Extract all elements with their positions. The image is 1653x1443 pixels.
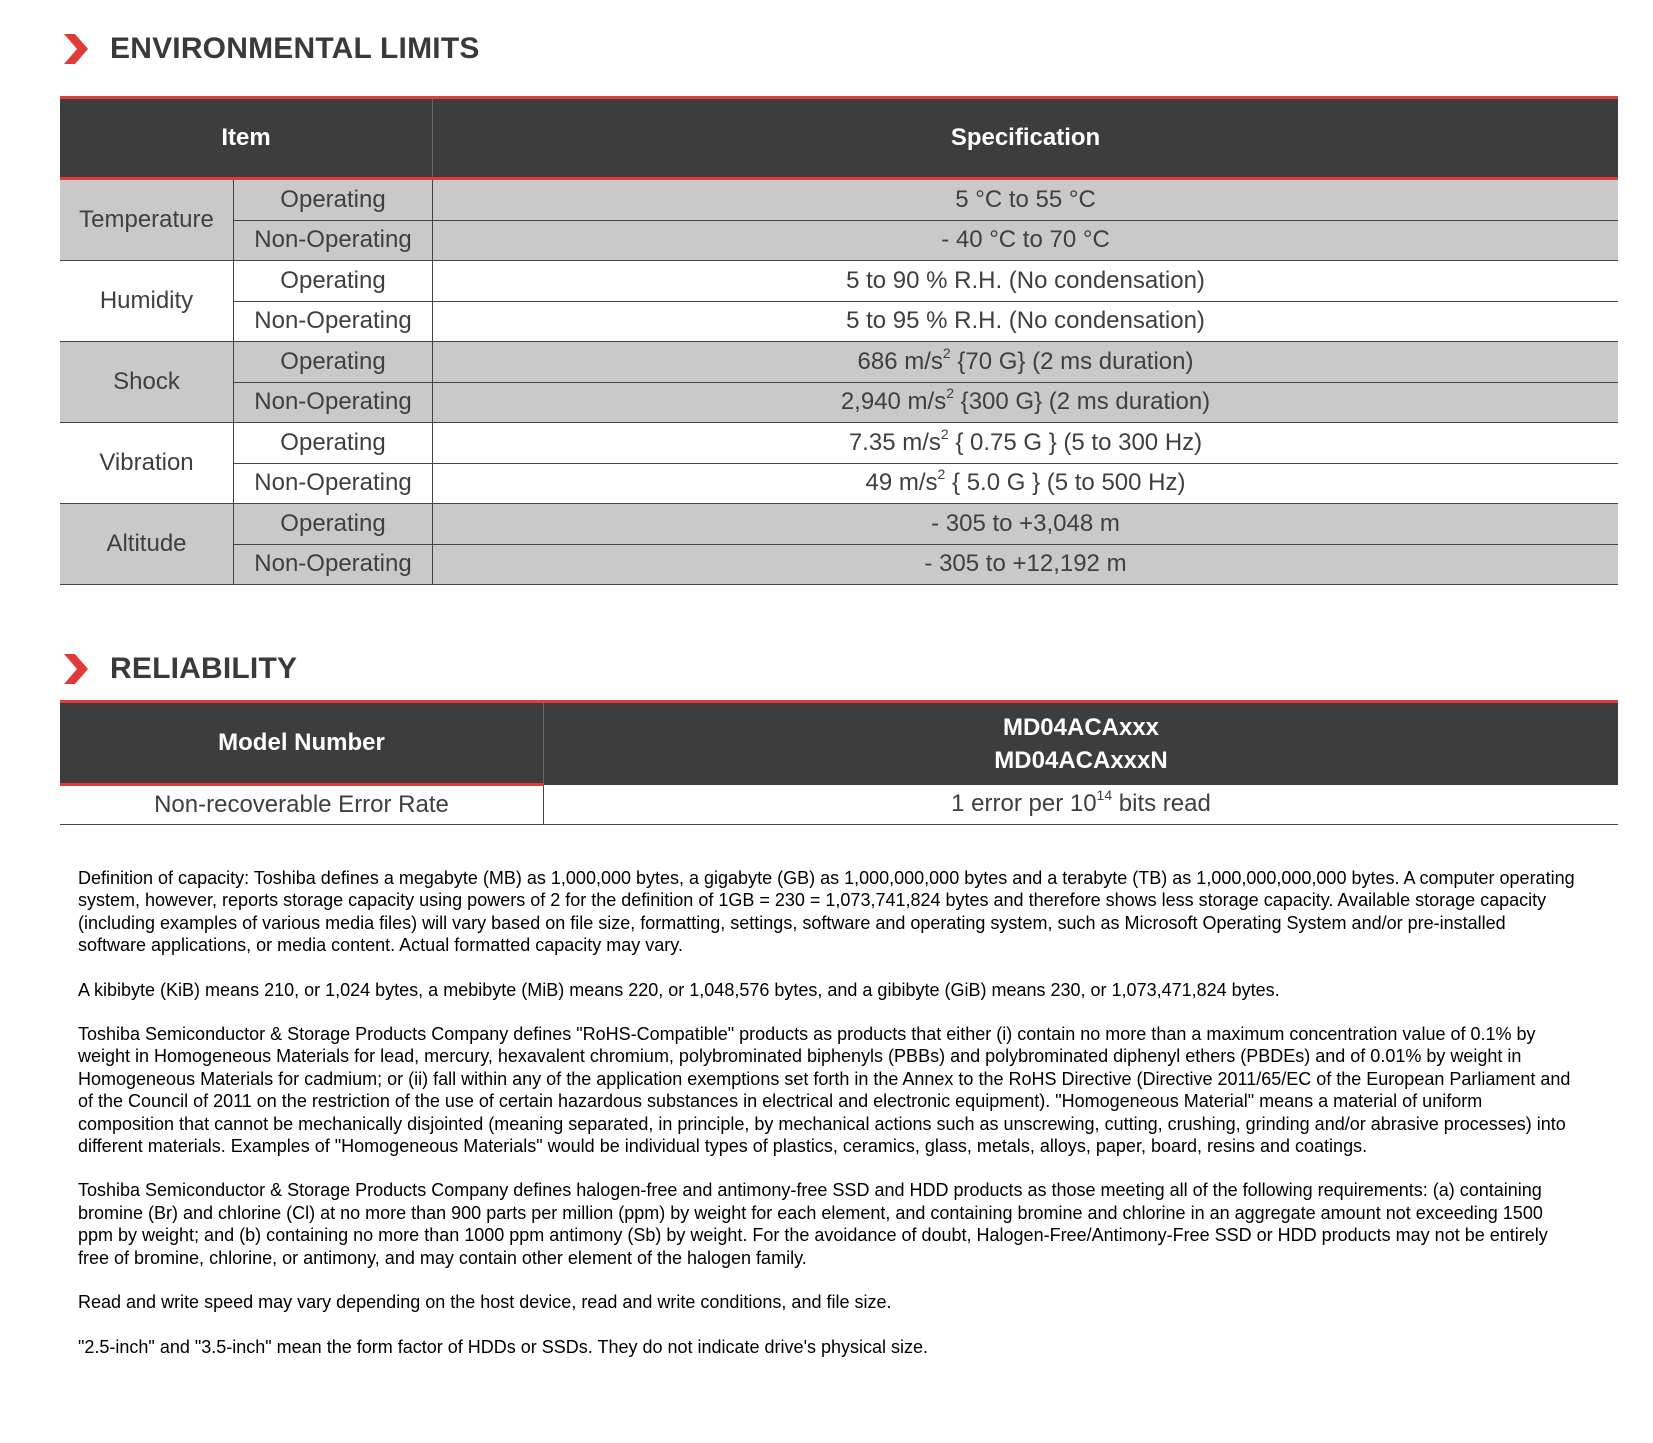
footnote-paragraph: Toshiba Semiconductor & Storage Products Company defines halogen-free and antimony-free SSD and HDD products as those meeting all of the following requirements: (a) containing bromine (Br) and chlorine (Cl) at no more than 900 parts per million (ppm) by weight for each element, and containing bromine and chlorine in an aggregate amount not exceeding 1500 ppm by weight; and (b) containing no more than 1000 ppm antimony (Sb) by weight. For the avoidance of doubt, Halogen-Free/Antimony-Free SSD or HDD products may not be entirely free of bromine, chlorine, or antimony, and may contain other element of the halogen family.	[78, 1180, 1548, 1268]
table-row	[60, 463, 1618, 504]
item-cell: Altitude	[60, 504, 234, 585]
table-row	[60, 301, 1618, 342]
item-cell: Temperature	[60, 179, 234, 261]
spec-cell	[433, 382, 1619, 423]
spec-cell: - 40 °C to 70 °C	[433, 220, 1619, 261]
row-value	[544, 785, 1619, 825]
footnote-paragraph: Read and write speed may vary depending on the host device, read and write conditions, and file size.	[78, 1292, 892, 1313]
spec-cell	[433, 463, 1619, 504]
section-title: ENVIRONMENTAL LIMITS	[110, 32, 480, 65]
model-name: MD04ACAxxx	[1002, 713, 1160, 741]
environmental-limits-table	[60, 96, 1618, 585]
footnote-paragraph: "2.5-inch" and "3.5-inch" mean the form factor of HDDs or SSDs. They do not indicate drive's physical size.	[78, 1336, 929, 1357]
condition-cell: Non-Operating	[234, 220, 433, 261]
table-header-row	[60, 98, 1618, 179]
row-value-text: 1 error per 10	[951, 790, 1097, 818]
table-row	[60, 544, 1618, 585]
spec-value-rest: { 0.75 G } (5 to 300 Hz)	[948, 428, 1203, 456]
table-row	[60, 220, 1618, 261]
model-name: MD04ACAxxxN	[994, 746, 1168, 774]
condition-cell: Non-Operating	[234, 544, 433, 585]
footnote-paragraph: Definition of capacity: Toshiba defines a megabyte (MB) as 1,000,000 bytes, a gigabyte (GB) as 1,000,000,000 bytes and a terabyte (TB) as 1,000,000,000,000 bytes. A computer operating system, however, reports storage capacity using powers of 2 for the definition of 1GB = 230 = 1,073,741,824 bytes and therefore shows less storage capacity. Available storage capacity (including examples of various media files) will vary based on file size, formatting, settings, software and operating system, such as Microsoft Operating System and/or pre-installed software applications, or media content. Actual formatted capacity may vary.	[78, 868, 1575, 956]
reliability-table	[60, 700, 1618, 825]
column-header-models	[544, 702, 1619, 785]
condition-cell: Operating	[234, 504, 433, 545]
exponent: 2	[940, 425, 949, 442]
spec-cell: 5 to 90 % R.H. (No condensation)	[433, 261, 1619, 302]
item-cell: Humidity	[60, 261, 234, 342]
table-row	[60, 261, 1618, 302]
footnotes	[78, 867, 1578, 1380]
condition-cell: Operating	[234, 342, 433, 383]
exponent: 2	[937, 466, 946, 483]
row-label: Non-recoverable Error Rate	[60, 785, 544, 825]
condition-cell: Operating	[234, 423, 433, 464]
condition-cell: Operating	[234, 179, 433, 221]
table-row	[60, 423, 1618, 464]
reliability-heading	[62, 652, 297, 686]
table-row	[60, 785, 1618, 825]
environmental-heading	[62, 32, 480, 66]
column-header-item: Item	[60, 98, 433, 179]
exponent: 2	[946, 385, 955, 402]
chevron-right-icon	[62, 654, 88, 684]
table-row	[60, 504, 1618, 545]
condition-cell: Operating	[234, 261, 433, 302]
table-row	[60, 382, 1618, 423]
chevron-right-icon	[62, 34, 88, 64]
spec-value-rest: { 5.0 G } (5 to 500 Hz)	[945, 469, 1186, 497]
spec-value: 686 m/s	[857, 347, 943, 375]
spec-value: 49 m/s	[865, 469, 938, 497]
spec-cell: - 305 to +3,048 m	[433, 504, 1619, 545]
item-cell: Shock	[60, 342, 234, 423]
spec-cell: - 305 to +12,192 m	[433, 544, 1619, 585]
section-title: RELIABILITY	[110, 652, 298, 685]
table-row	[60, 342, 1618, 383]
item-cell: Vibration	[60, 423, 234, 504]
row-value-rest: bits read	[1112, 790, 1211, 818]
spec-cell: 5 to 95 % R.H. (No condensation)	[433, 301, 1619, 342]
column-header-specification: Specification	[433, 98, 1619, 179]
footnote-paragraph: Toshiba Semiconductor & Storage Products Company defines "RoHS-Compatible" products as products that either (i) contain no more than a maximum concentration value of 0.1% by weight in Homogeneous Materials for lead, mercury, hexavalent chromium, polybrominated biphenyls (PBBs) and polybrominated diphenyl ethers (PBDEs) and of 0.01% by weight in Homogeneous Materials for cadmium; or (ii) fall within any of the application exemptions set forth in the Annex to the RoHS Directive (Directive 2011/65/EC of the European Parliament and of the Council of 2011 on the restriction of the use of certain hazardous substances in electrical and electronic equipment). "Homogeneous Material" means a material of uniform composition that cannot be mechanically disjointed (meaning separated, in principle, by mechanical actions such as unscrewing, cutting, crushing, grinding and/or abrasive processes) into different materials. Examples of "Homogeneous Materials" would be individual types of plastics, ceramics, glass, metals, alloys, paper, board, resins and coatings.	[78, 1024, 1571, 1157]
condition-cell: Non-Operating	[234, 382, 433, 423]
exponent: 14	[1096, 787, 1113, 804]
exponent: 2	[942, 344, 951, 361]
spec-cell: 5 °C to 55 °C	[433, 179, 1619, 221]
spec-value-rest: {300 G} (2 ms duration)	[954, 388, 1211, 416]
table-header-row	[60, 702, 1618, 785]
condition-cell: Non-Operating	[234, 301, 433, 342]
footnote-paragraph: A kibibyte (KiB) means 210, or 1,024 bytes, a mebibyte (MiB) means 220, or 1,048,576 bytes, and a gibibyte (GiB) means 230, or 1,073,471,824 bytes.	[78, 979, 1280, 1000]
spec-value: 7.35 m/s	[848, 428, 941, 456]
spec-cell	[433, 423, 1619, 464]
table-row	[60, 179, 1618, 221]
spec-cell	[433, 342, 1619, 383]
column-header-model-number: Model Number	[60, 702, 544, 785]
spec-value: 2,940 m/s	[840, 388, 947, 416]
spec-value-rest: {70 G} (2 ms duration)	[950, 347, 1194, 375]
condition-cell: Non-Operating	[234, 463, 433, 504]
